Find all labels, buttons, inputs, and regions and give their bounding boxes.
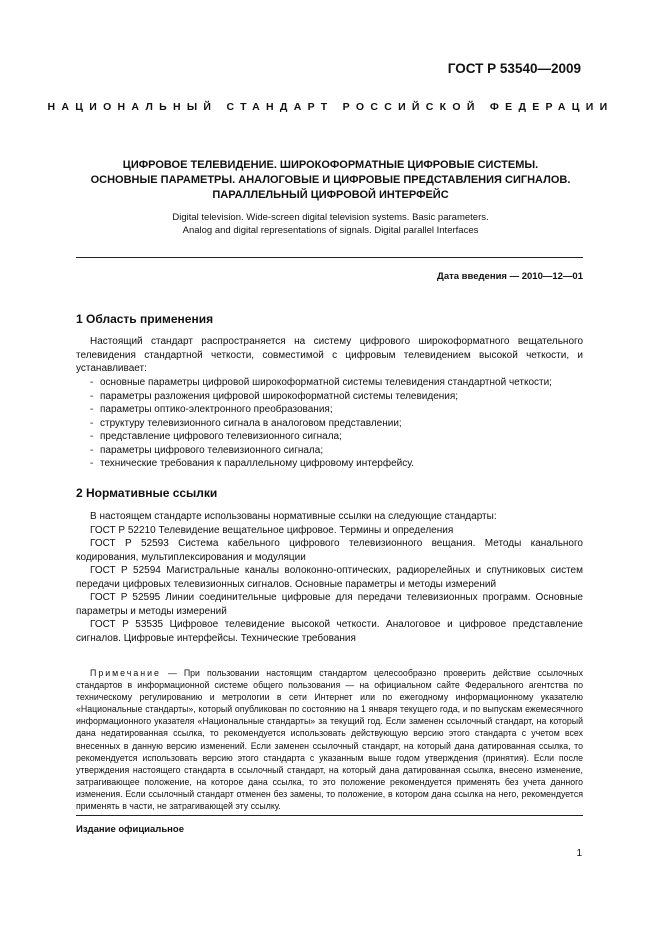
reference-item: ГОСТ Р 52595 Линии соединительные цифровые для передачи телевизионных программ. Основные параметры и методы измерений (76, 592, 583, 617)
title-ru-line: ПАРАЛЛЕЛЬНЫЙ ЦИФРОВОЙ ИНТЕРФЕЙС (212, 189, 449, 201)
list-item: - параметры цифрового телевизионного сигнала; (90, 444, 324, 456)
section-2-heading: 2 Нормативные ссылки (76, 486, 218, 500)
reference-item: ГОСТ Р 52210 Телевидение вещательное цифровое. Термины и определения (90, 524, 454, 536)
list-item: - параметры оптико-электронного преобразования; (90, 404, 333, 415)
footer-divider (76, 815, 583, 816)
title-en-line: Analog and digital representations of signals. Digital parallel Interfaces (182, 225, 479, 236)
list-item: - структуру телевизионного сигнала в аналоговом представлении; (90, 417, 402, 429)
reference-item: ГОСТ Р 52594 Магистральные каналы волоконно-оптических, радиорелейных и спутниковых систем передачи цифровых телевизионных сигналов. Основные параметры и методы измерений (76, 565, 583, 590)
introduction-date: Дата введения — 2010—12—01 (437, 271, 583, 282)
note-paragraph (76, 667, 583, 812)
title-ru-line: ЦИФРОВОЕ ТЕЛЕВИДЕНИЕ. ШИРОКОФОРМАТНЫЕ ЦИФРОВЫЕ СИСТЕМЫ. (122, 159, 539, 171)
section-1-intro: Настоящий стандарт распространяется на систему цифрового широкоформатного вещательного телевидения стандартной четкости, совместимой с цифровым телевидением высокой четкости, и устанавливает: (76, 336, 583, 374)
list-item: - представление цифрового телевизионного сигнала; (90, 431, 342, 442)
title-ru-line: ОСНОВНЫЕ ПАРАМЕТРЫ. АНАЛОГОВЫЕ И ЦИФРОВЫЕ ПРЕДСТАВЛЕНИЯ СИГНАЛОВ. (90, 174, 571, 186)
list-item: - технические требования к параллельному цифровому интерфейсу. (90, 458, 415, 469)
normative-references (76, 510, 583, 645)
list-item: - параметры разложения цифровой широкоформатной системы телевидения; (90, 390, 459, 402)
page-number: 1 (576, 848, 582, 859)
reference-item: ГОСТ Р 53535 Цифровое телевидение высокой четкости. Аналоговое и цифровое представление сигналов. Цифровые интерфейсы. Технические требования (76, 619, 583, 644)
title-en-line: Digital television. Wide-screen digital television systems. Basic parameters. (172, 212, 489, 223)
references-intro: В настоящем стандарте использованы нормативные ссылки на следующие стандарты: (90, 511, 497, 522)
official-edition-label: Издание официальное (76, 824, 184, 835)
note-text: — При пользовании настоящим стандартом целесообразно проверить действие ссылочных стандартов в информационной системе общего пользования — на официальном сайте Федерального агентства по техническому регулированию и метрологии в сети Интернет или по ежегодному информационному указателю «Национальные стандарты», который опубликован по состоянию на 1 января текущего года, и по выпускам ежемесячного информационного указателя «Национальные стандарты» за текущий год. Если заменен ссылочный стандарт, на который дана недатированная ссылка, то рекомендуется использовать действующую версию этого стандарта с учетом всех внесенных в данную версию изменений. Если заменен ссылочный стандарт, на который дана датированная ссылка, то рекомендуется использовать версию этого стандарта с указанным выше годом утверждения (принятия). Если после утверждения настоящего стандарта в ссылочный стандарт, на который дана датированная ссылка, внесено изменение, затрагивающее положение, на которое дана ссылка, то это положение рекомендуется применять без учета данного изменения. Если ссылочный стандарт отменен без замены, то положение, в котором дана ссылка на него, рекомендуется применять в части, не затрагивающей эту ссылку. (76, 668, 583, 812)
document-code: ГОСТ Р 53540—2009 (447, 61, 581, 76)
section-1-heading: 1 Область применения (76, 312, 214, 326)
document-title-en (60, 211, 601, 237)
document-title-ru (60, 158, 601, 203)
title-divider (76, 257, 583, 258)
section-1-list (76, 376, 583, 471)
note-label: Примечание (90, 668, 161, 678)
list-item: - основные параметры цифровой широкоформатной системы телевидения стандартной четкости; (90, 377, 552, 388)
national-standard-heading: НАЦИОНАЛЬНЫЙ СТАНДАРТ РОССИЙСКОЙ ФЕДЕРАЦИИ (47, 101, 614, 113)
reference-item: ГОСТ Р 52593 Система кабельного цифрового телевизионного вещания. Методы канального кодирования, мультиплексирования и модуляции (76, 538, 583, 563)
